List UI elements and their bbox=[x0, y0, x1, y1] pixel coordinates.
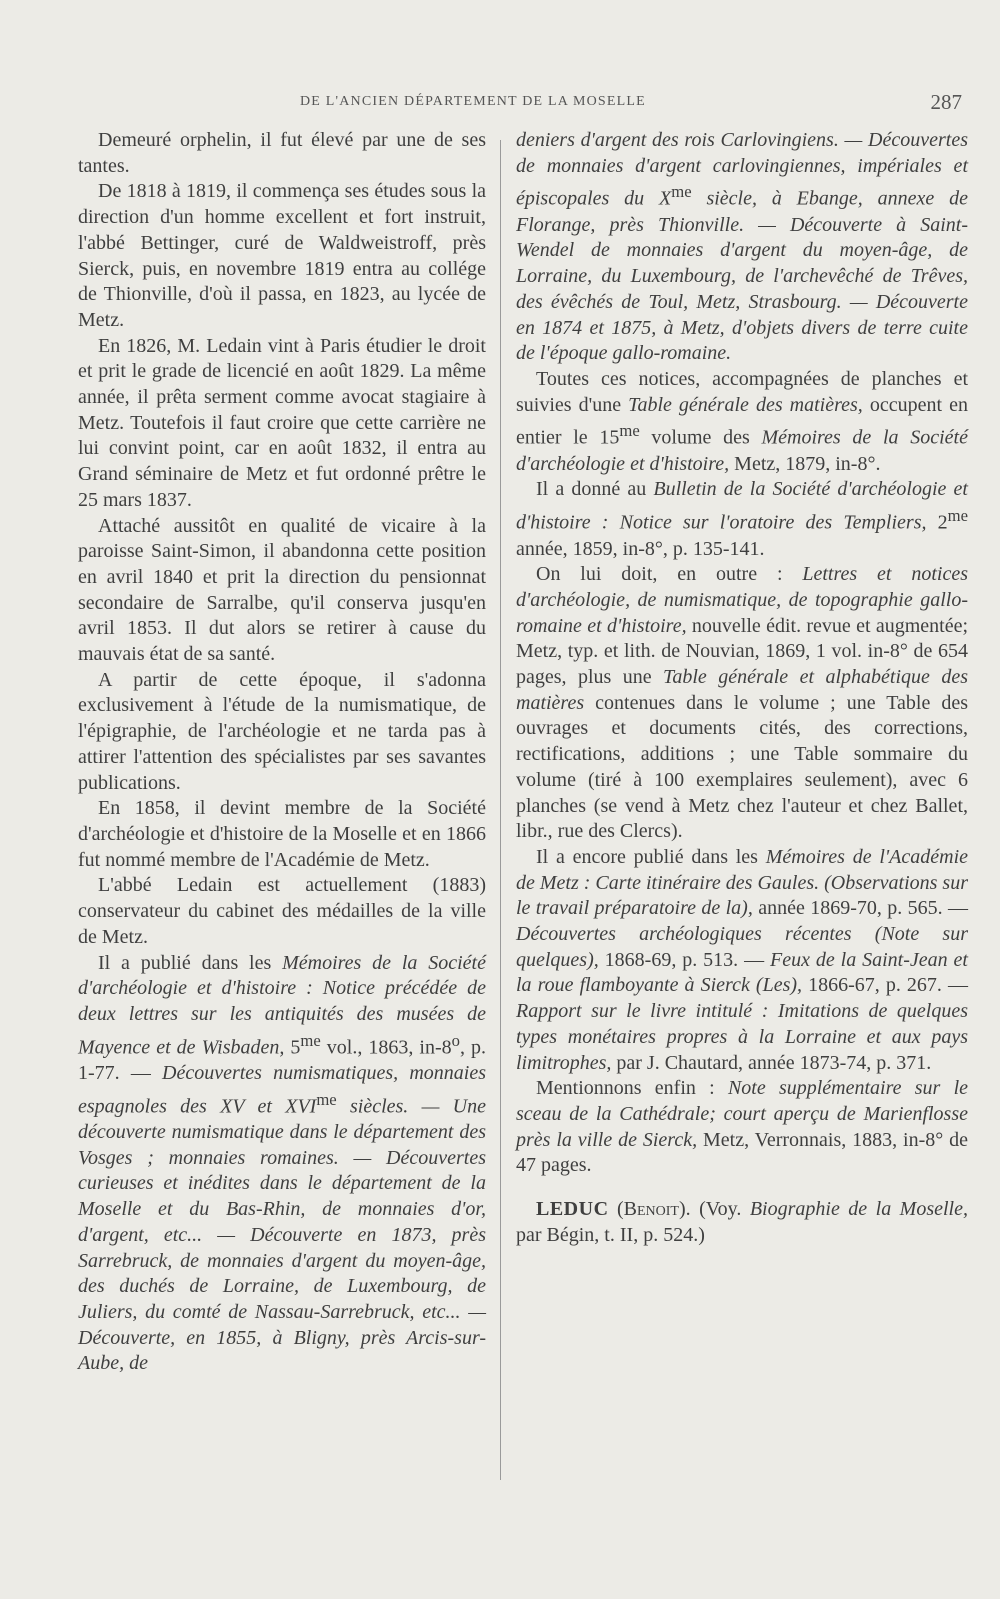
text-run: 5 bbox=[284, 1036, 301, 1059]
paragraph-bulletin bbox=[516, 477, 968, 562]
text-run: nouvelle édit. revue et augmentée; Metz, typ. et lith. de Nouvian, 1869, 1 vol. in-8° de 654 pages, plus une bbox=[516, 614, 968, 689]
italic-run: Mémoires de la Société d'archéologie et d'histoire : Notice précédée de deux lettres sur les antiquités des musées de Mayence et de Wisbaden, bbox=[78, 951, 486, 1059]
text-run: vol., 1863, in-8 bbox=[320, 1036, 452, 1059]
text-run: Il a publié dans les bbox=[98, 951, 283, 974]
italic-run: Lettres et notices d'archéologie, de numismatique, de topographie gallo-romaine et d'histoire, bbox=[516, 563, 968, 637]
italic-run: Découvertes archéologiques récentes (Note sur quelques), bbox=[516, 923, 968, 971]
text-run: Mentionnons enfin : bbox=[536, 1077, 728, 1100]
text-run: année, 1859, in-8°, p. 135-141. bbox=[516, 537, 765, 560]
paragraph-vicar: Attaché aussitôt en qualité de vicaire à la paroisse Saint-Simon, il abandonna cette position en avril 1840 et prit la direction du pensionnat secondaire de Sarralbe, qu'il conserva jusqu'en avril 1853. Il dut alors se retirer à cause du mauvais état de sa santé. bbox=[78, 514, 486, 666]
italic-run: Bulletin de la Société d'archéologie et d'histoire : Notice sur l'oratoire des Templiers, bbox=[516, 478, 968, 534]
page-number: 287 bbox=[930, 90, 962, 114]
italic-run: deniers d'argent des rois Carlovingiens. — Découvertes de monnaies d'argent carlovingiennes, impériales et épiscopales du X bbox=[516, 129, 968, 211]
column-divider bbox=[500, 140, 501, 1480]
text-run: 1866-67, p. 267. — bbox=[802, 974, 968, 997]
paragraph-law: En 1826, M. Ledain vint à Paris étudier le droit et prit le grade de licencié en août 1829. La même année, il prêta serment comme avocat stagiaire à Metz. Toutefois il faut croire que cette carrière ne lui convint point, car en août 1832, il entra au Grand séminaire de Metz et fut ordonné prêtre le 25 mars 1837. bbox=[78, 334, 486, 511]
text-run: 1868-69, p. 513. — bbox=[598, 948, 770, 971]
text-run: 2 bbox=[926, 511, 948, 534]
entry-name: LEDUC bbox=[536, 1198, 609, 1221]
text-run: Metz, Verronnais, 1883, in-8° de 47 pages. bbox=[516, 1128, 969, 1177]
text-run: année 1869-70, p. 565. — bbox=[752, 897, 968, 920]
italic-run: Découvertes numismatiques, monnaies espagnoles des XV et XVI bbox=[78, 1061, 486, 1118]
text-run: contenues dans le volume ; une Table des ouvrages et documents cités, des corrections, rectifications, additions ; une Table sommaire du volume (tiré à 100 exemplaires seulement), avec 6 planches (se vend à Metz chez l'auteur et chez Ballet, libr., rue des Clercs). bbox=[516, 691, 968, 843]
paragraph-curator: L'abbé Ledain est actuellement (1883) conservateur du cabinet des médailles de la ville de Metz. bbox=[78, 874, 486, 948]
text-run: volume des bbox=[639, 427, 762, 450]
italic-run: Feux de la Saint-Jean et la roue flamboyante à Sierck (Les), bbox=[516, 948, 968, 997]
paragraph-continuation bbox=[516, 128, 968, 367]
right-column bbox=[516, 128, 968, 1249]
italic-run: Mémoires de la Société d'archéologie et d'histoire, bbox=[516, 427, 968, 475]
text-run: , p. 1-77. — bbox=[78, 1036, 487, 1084]
italic-run: siècle, à Ebange, annexe de Florange, près Thionville. — Découverte à Saint-Wendel de monnaies d'argent du moyen-âge, de Lorraine, du Luxembourg, de l'archevêché de Trêves, des évêchés de Toul, Metz, Strasbourg. — Découverte en 1874 et 1875, à Metz, d'objets divers de terre cuite de l'époque gallo-romaine. bbox=[516, 188, 968, 365]
superscript: o bbox=[451, 1030, 460, 1050]
text-run: On lui doit, en outre : bbox=[536, 563, 803, 586]
text-run: Il a encore publié dans les bbox=[536, 845, 766, 868]
italic-run: Table générale et alphabétique des matières bbox=[516, 666, 968, 714]
superscript: me bbox=[947, 506, 968, 526]
text-run: Metz, 1879, in-8°. bbox=[729, 452, 881, 475]
entry-first-name: (Benoit). bbox=[608, 1198, 691, 1221]
paragraph-studies: De 1818 à 1819, il commença ses études sous la direction d'un homme excellent et fort instruit, l'abbé Bettinger, curé de Waldweistroff, près Sierck, puis, en novembre 1819 entra au collége de Thionville, d'où il passa, en 1823, au lycée de Metz. bbox=[78, 180, 486, 331]
paragraph-publications bbox=[78, 951, 486, 1378]
text-run: occupent en entier le 15 bbox=[516, 393, 968, 450]
entry-leduc bbox=[516, 1197, 968, 1248]
paragraph-numismatics: A partir de cette époque, il s'adonna exclusivement à l'étude de la numismatique, de l'épigraphie, de l'archéologie et ne tarda pas à attirer l'attention des spécialistes par ses savantes publications. bbox=[78, 668, 486, 794]
italic-run: Note supplémentaire sur le sceau de la Cathédrale; court aperçu de Marienflosse près la ville de Sierck, bbox=[516, 1077, 968, 1151]
running-title: DE L'ANCIEN DÉPARTEMENT DE LA MOSELLE bbox=[300, 94, 646, 109]
italic-run: Table générale des matières, bbox=[628, 393, 863, 416]
superscript: me bbox=[316, 1089, 337, 1109]
superscript: me bbox=[671, 182, 692, 202]
superscript: me bbox=[619, 421, 640, 441]
text-run: (Voy. bbox=[690, 1198, 750, 1221]
paragraph-notices bbox=[516, 367, 968, 477]
text-run: Toutes ces notices, accompagnées de planches et suivies d'une bbox=[516, 367, 968, 416]
paragraph-society: En 1858, il devint membre de la Société d'archéologie et d'histoire de la Moselle et en 1866 fut nommé membre de l'Académie de Metz. bbox=[78, 797, 486, 871]
paragraph-letters bbox=[516, 562, 968, 845]
text-run: par Bégin, t. II, p. 524.) bbox=[516, 1223, 705, 1246]
paragraph-orphan: Demeuré orphelin, il fut élevé par une de ses tantes. bbox=[78, 129, 486, 177]
italic-run: siècles. — Une découverte numismatique dans le département des Vosges ; monnaies romaines. — Découvertes curieuses et inédites dans le département de la Moselle et du Bas-Rhin, de monnaies d'or, d'argent, etc... — Découverte en 1873, près Sarrebruck, de monnaies d'argent du moyen-âge, des duchés de Lorraine, de Luxembourg, de Juliers, du comté de Nassau-Sarrebruck, etc... — Découverte, en 1855, à Bligny, près Arcis-sur-Aube, de bbox=[78, 1095, 486, 1375]
italic-run: Biographie de la Moselle, bbox=[749, 1198, 968, 1221]
italic-run: Mémoires de l'Académie de Metz : Carte itinéraire des Gaules. (Observations sur le travail préparatoire de la), bbox=[516, 845, 968, 920]
text-run: par J. Chautard, année 1873-74, p. 371. bbox=[611, 1051, 932, 1074]
paragraph-mention bbox=[516, 1076, 968, 1179]
superscript: me bbox=[300, 1030, 321, 1050]
text-run: Il a donné au bbox=[536, 478, 654, 501]
left-column bbox=[78, 128, 486, 1377]
paragraph-academie bbox=[516, 845, 968, 1076]
italic-run: Rapport sur le livre intitulé : Imitations de quelques types monétaires propres à la Lorraine et aux pays limitrophes, bbox=[516, 1000, 968, 1074]
